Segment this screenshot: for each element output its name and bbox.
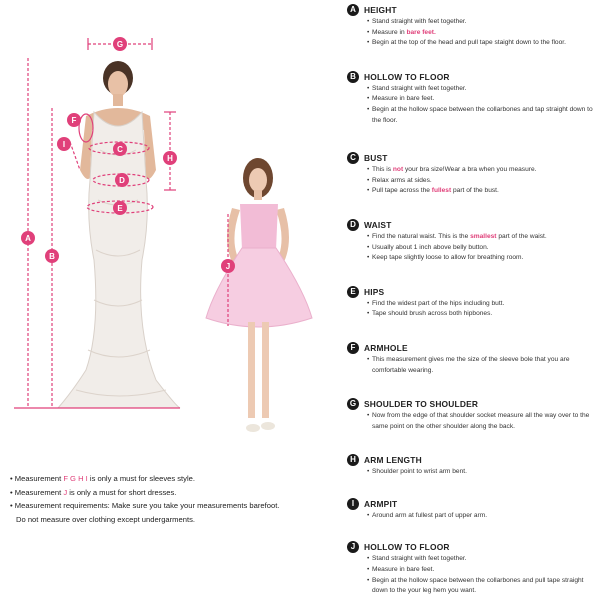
- measurement-guide: [347, 4, 597, 597]
- guide-section-f: [347, 342, 597, 376]
- letter-badge: F: [347, 342, 359, 354]
- letter-badge: C: [347, 152, 359, 164]
- section-title: BUST: [364, 153, 388, 164]
- bullet-item: • Find the widest part of the hips including butt.: [367, 299, 597, 310]
- label-a: [21, 231, 35, 245]
- bullet-item: • Find the natural waist. This is the smallest part of the waist.: [367, 232, 597, 243]
- label-i: [57, 137, 71, 151]
- measurement-notes: [10, 472, 340, 526]
- letter-badge: J: [347, 541, 359, 553]
- bullet-list: [367, 411, 597, 432]
- label-j: [221, 259, 235, 273]
- section-title: ARMPIT: [364, 498, 398, 509]
- svg-text:C: C: [117, 145, 123, 154]
- note-row: • Measurement requirements: Make sure you take your measurements barefoot.: [10, 501, 280, 510]
- bullet-item: • This is not your bra size!Wear a bra when you measure.: [367, 165, 597, 176]
- bullet-list: [367, 165, 597, 197]
- label-h: [163, 151, 177, 165]
- svg-text:G: G: [116, 40, 124, 49]
- bullet-item: • Begin at the hollow space between the collarbones and pull tape straight down to the your leg hem you want.: [367, 576, 597, 597]
- guide-section-i: [347, 498, 597, 522]
- label-d: [115, 173, 129, 187]
- bullet-item: • Stand straight with feet together.: [367, 17, 597, 28]
- bullet-item: • Begin at the top of the head and pull tape staight down to the floor.: [367, 38, 597, 49]
- bullet-list: [367, 17, 597, 49]
- bullet-item: • Begin at the hollow space between the collarbones and tap straight down to the floor.: [367, 105, 597, 126]
- section-title: ARM LENGTH: [364, 455, 422, 466]
- figure-illustration: [0, 0, 340, 460]
- guide-section-e: [347, 286, 597, 320]
- bullet-item: • Shoulder point to wrist arm bent.: [367, 467, 597, 478]
- section-title: WAIST: [364, 219, 392, 230]
- section-title: HOLLOW TO FLOOR: [364, 542, 450, 553]
- bullet-item: • Stand straight with feet together.: [367, 554, 597, 565]
- bullet-list: [367, 355, 597, 376]
- svg-text:F: F: [71, 116, 77, 125]
- short-dress-model: [206, 158, 312, 432]
- guide-section-c: [347, 152, 597, 197]
- letter-badge: H: [347, 454, 359, 466]
- note-row: • Measurement J is only a must for short dresses.: [10, 487, 177, 497]
- bullet-item: • Measure in bare feet.: [367, 28, 597, 39]
- bullet-list: [367, 299, 597, 320]
- bullet-item: • This measurement gives me the size of the sleeve bole that you are comfortable wearing.: [367, 355, 597, 376]
- svg-text:A: A: [25, 234, 31, 243]
- section-title: HIPS: [364, 286, 385, 297]
- section-title: HOLLOW TO FLOOR: [364, 71, 450, 82]
- bullet-item: • Relax arms at sides.: [367, 176, 597, 187]
- bullet-item: • Stand straight with feet together.: [367, 84, 597, 95]
- measurement-figures: [0, 0, 340, 460]
- gown-model: [58, 61, 180, 408]
- svg-text:H: H: [167, 154, 173, 163]
- bullet-item: • Measure in bare feet.: [367, 565, 597, 576]
- letter-badge: D: [347, 219, 359, 231]
- section-title: HEIGHT: [364, 5, 397, 15]
- label-e: [113, 201, 127, 215]
- letter-badge: B: [347, 71, 359, 83]
- guide-section-h: [347, 454, 597, 478]
- guide-section-a: [347, 4, 597, 49]
- bullet-item: • Measure in bare feet.: [367, 94, 597, 105]
- svg-text:J: J: [225, 262, 231, 271]
- label-c: [113, 142, 127, 156]
- letter-badge: A: [347, 4, 359, 16]
- bullet-item: • Now from the edge of that shoulder socket measure all the way over to the same point on the other shoulder along the back.: [367, 411, 597, 432]
- letter-badge: G: [347, 398, 359, 410]
- letter-badge: I: [347, 498, 359, 510]
- note-row: Do not measure over clothing except undergarments.: [16, 514, 195, 524]
- bullet-list: [367, 511, 597, 522]
- label-g: [113, 37, 127, 51]
- guide-section-g: [347, 398, 597, 432]
- label-f: [67, 113, 81, 127]
- bullet-item: • Keep tape slightly loose to allow for breathing room.: [367, 253, 597, 264]
- letter-badge: E: [347, 286, 359, 298]
- label-b: [45, 249, 59, 263]
- bullet-item: • Tape should brush across both hipbones.: [367, 309, 597, 320]
- bullet-list: [367, 232, 597, 264]
- svg-text:B: B: [49, 252, 55, 261]
- guide-section-j: [347, 541, 597, 596]
- guide-section-b: [347, 71, 597, 126]
- note-row: • Measurement F G H I is only a must for sleeves style.: [10, 474, 195, 483]
- svg-text:E: E: [117, 204, 123, 213]
- bullet-list: [367, 467, 597, 478]
- bullet-item: • Usually about 1 inch above belly button.: [367, 243, 597, 254]
- section-title: ARMHOLE: [364, 342, 408, 353]
- guide-section-d: [347, 219, 597, 264]
- bullet-item: • Pull tape across the fullest part of the bust.: [367, 186, 597, 197]
- svg-text:D: D: [119, 176, 125, 185]
- svg-text:I: I: [62, 140, 66, 149]
- section-title: SHOULDER TO SHOULDER: [364, 399, 479, 410]
- bullet-list: [367, 554, 597, 596]
- bullet-list: [367, 84, 597, 126]
- bullet-item: • Around arm at fullest part of upper arm.: [367, 511, 597, 522]
